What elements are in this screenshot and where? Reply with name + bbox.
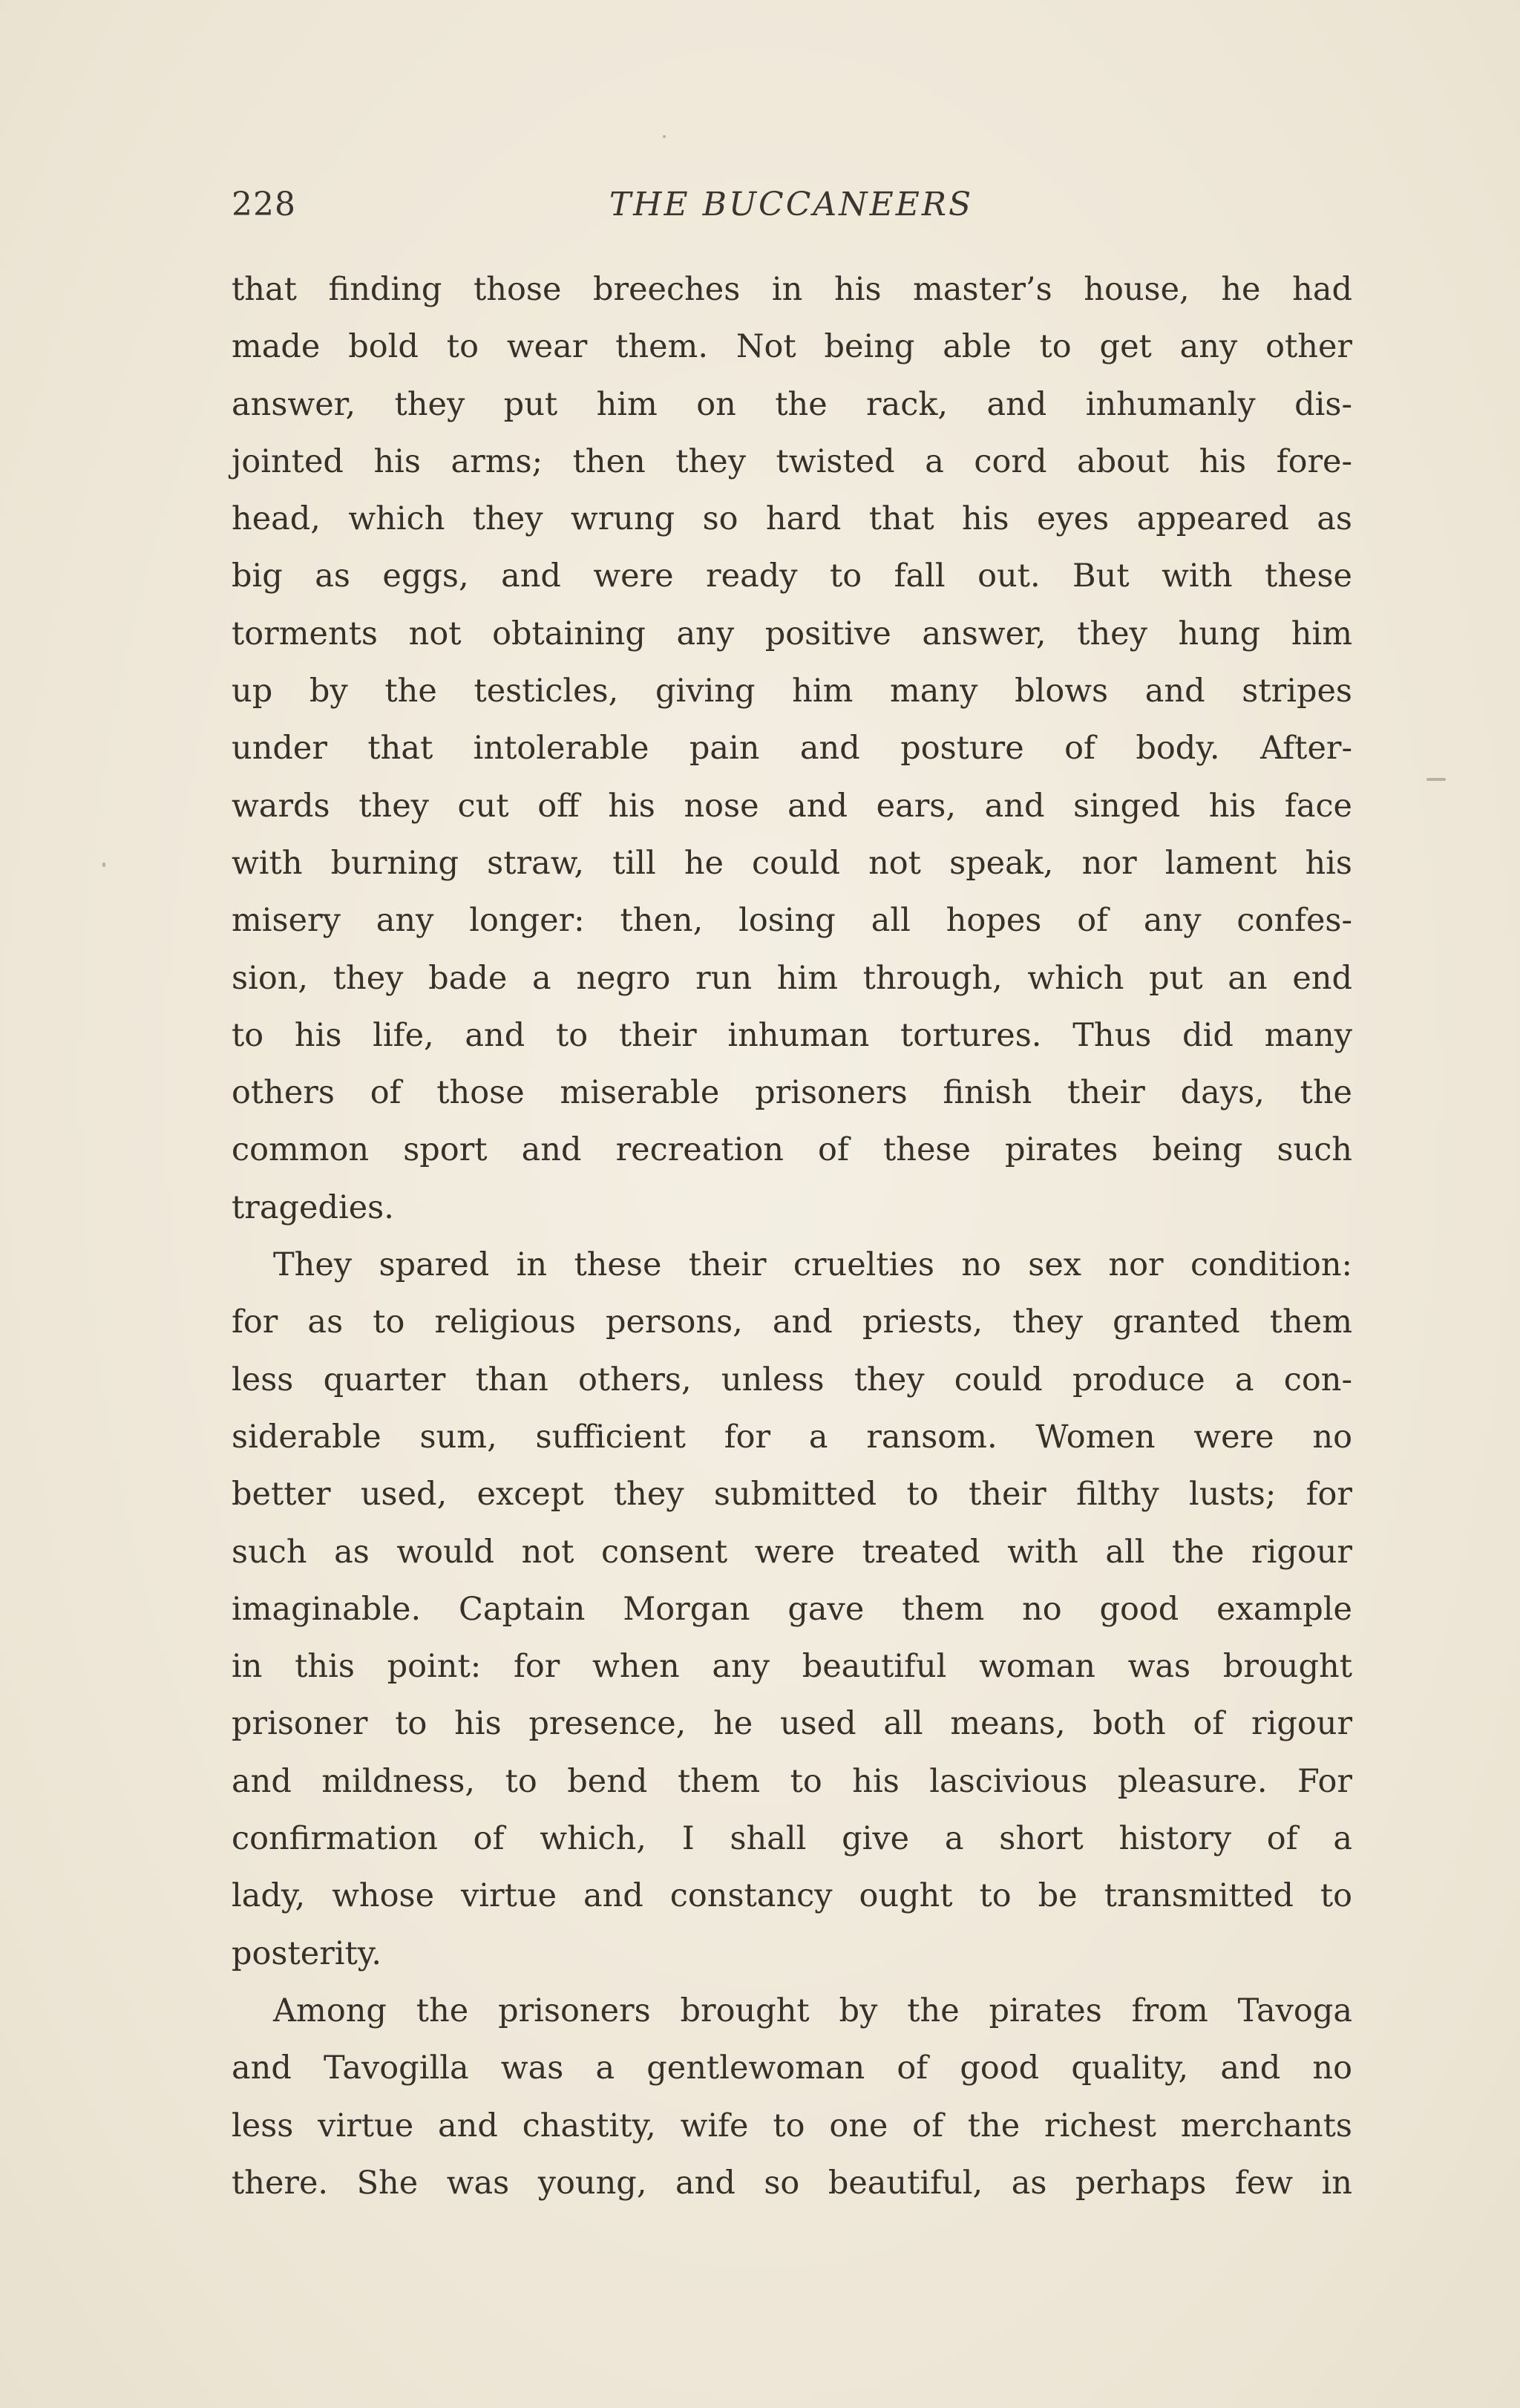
text-line: head, which they wrung so hard that his eyes appeared as bbox=[232, 500, 1352, 538]
paragraph bbox=[232, 1237, 1352, 1983]
text-line: tragedies. bbox=[232, 1188, 394, 1226]
text-line: lady, whose virtue and constancy ought to be transmitted to bbox=[232, 1877, 1352, 1915]
text-line: to his life, and to their inhuman tortures. Thus did many bbox=[232, 1016, 1352, 1054]
text-line: for as to religious persons, and priests, they granted them bbox=[232, 1303, 1352, 1341]
text-line: siderable sum, sufficient for a ransom. Women were no bbox=[232, 1418, 1352, 1456]
text-line: prisoner to his presence, he used all means, both of rigour bbox=[232, 1705, 1352, 1743]
paragraph bbox=[232, 1983, 1352, 2212]
text-line: torments not obtaining any positive answer, they hung him bbox=[232, 615, 1352, 652]
text-line: and Tavogilla was a gentlewoman of good quality, and no bbox=[232, 2049, 1352, 2087]
page-number: 228 bbox=[232, 186, 296, 223]
text-line: posterity. bbox=[232, 1934, 382, 1972]
text-line: there. She was young, and so beautiful, as perhaps few in bbox=[232, 2164, 1352, 2202]
text-line: big as eggs, and were ready to fall out. But with these bbox=[232, 557, 1352, 595]
text-line: that finding those breeches in his master’s house, he had bbox=[232, 271, 1352, 308]
text-line: up by the testicles, giving him many blows and stripes bbox=[232, 673, 1352, 710]
text-line: sion, they bade a negro run him through, which put an end bbox=[232, 959, 1352, 997]
text-line: imaginable. Captain Morgan gave them no good example bbox=[232, 1590, 1352, 1628]
text-line: made bold to wear them. Not being able to get any other bbox=[232, 328, 1352, 366]
text-line: under that intolerable pain and posture of body. After- bbox=[232, 730, 1352, 768]
running-title: THE BUCCANEERS bbox=[609, 186, 974, 223]
text-line: Among the prisoners brought by the pirates from Tavoga bbox=[273, 1992, 1352, 2029]
text-line: less quarter than others, unless they could produce a con- bbox=[232, 1361, 1352, 1398]
paper-speck bbox=[663, 135, 666, 138]
paragraph bbox=[232, 261, 1352, 1237]
text-line: confirmation of which, I shall give a short history of a bbox=[232, 1820, 1352, 1858]
text-line: common sport and recreation of these pirates being such bbox=[232, 1131, 1352, 1169]
text-line: in this point: for when any beautiful woman was brought bbox=[232, 1648, 1352, 1686]
text-line: jointed his arms; then they twisted a cord about his fore- bbox=[232, 442, 1352, 480]
page-header bbox=[232, 186, 1351, 238]
text-line: and mildness, to bend them to his lascivious pleasure. For bbox=[232, 1762, 1352, 1800]
body-text bbox=[232, 261, 1352, 2212]
text-line: They spared in these their cruelties no sex nor condition: bbox=[273, 1246, 1352, 1284]
text-line: with burning straw, till he could not speak, nor lament his bbox=[232, 844, 1352, 882]
paper-speck bbox=[102, 863, 105, 867]
text-line: others of those miserable prisoners finish their days, the bbox=[232, 1074, 1352, 1112]
text-line: answer, they put him on the rack, and inhumanly dis- bbox=[232, 385, 1352, 423]
text-line: better used, except they submitted to their filthy lusts; for bbox=[232, 1476, 1352, 1514]
text-line: misery any longer: then, losing all hopes of any confes- bbox=[232, 902, 1352, 940]
text-line: less virtue and chastity, wife to one of the richest merchants bbox=[232, 2107, 1352, 2144]
text-line: such as would not consent were treated with all the rigour bbox=[232, 1533, 1352, 1571]
text-line: wards they cut off his nose and ears, and singed his face bbox=[232, 787, 1352, 825]
paper-speck bbox=[1426, 778, 1446, 781]
